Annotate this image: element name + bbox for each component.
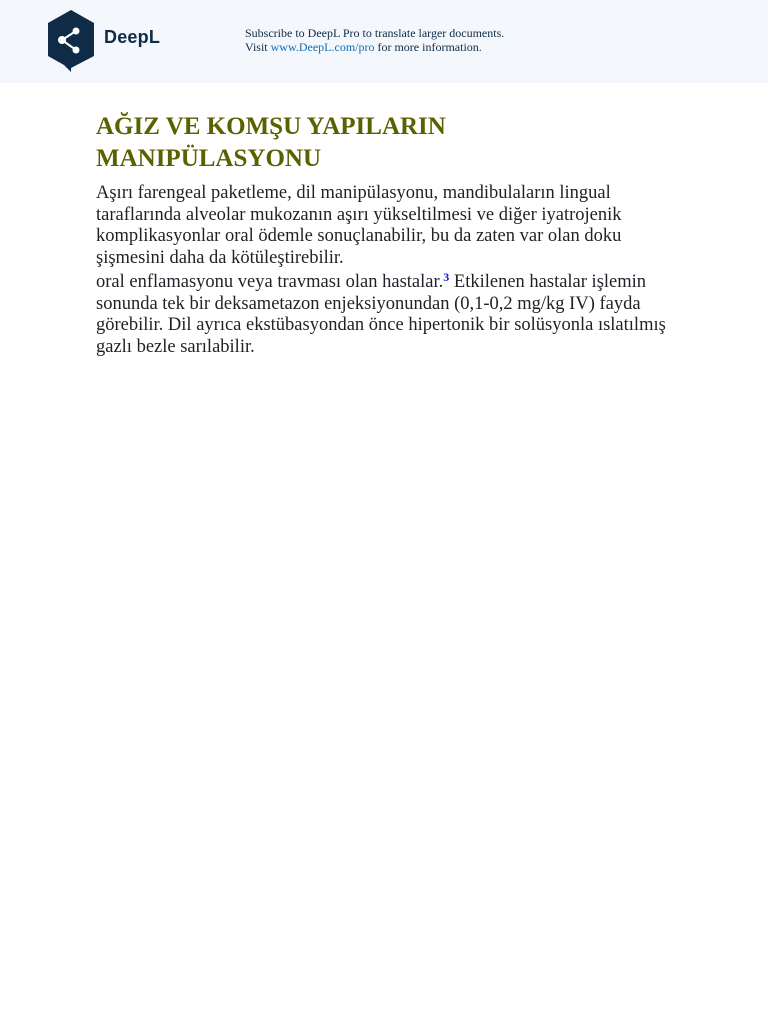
- paragraph-2-start: oral enflamasyonu veya travması olan hastalar.: [96, 272, 444, 292]
- promo-line-2: [245, 40, 504, 54]
- promo-tail-label: for more information.: [377, 40, 482, 54]
- paragraph-2-end: Etkilenen hastalar işlemin sonunda tek bir deksametazon enjeksiyonundan (0,1-0,2 mg/kg IV) fayda görebilir. Dil ayrıca ekstübasyondan önce hipertonik bir solüsyonla ıslatılmış gazlı bezle sarılabilir.: [96, 272, 666, 357]
- section-heading: AĞIZ VE KOMŞU YAPILARIN MANIPÜLASYONU: [96, 113, 446, 172]
- paragraph-2: [96, 272, 676, 358]
- deepl-banner: [0, 0, 768, 83]
- deepl-logo-icon[interactable]: [46, 10, 96, 72]
- promo-text: [245, 26, 504, 54]
- deepl-pro-link[interactable]: www.DeepL.com/pro: [270, 40, 375, 54]
- deepl-brand-name: DeepL: [104, 27, 161, 47]
- reference-link[interactable]: 3: [443, 270, 450, 284]
- promo-line-1: Subscribe to DeepL Pro to translate larger documents.: [245, 26, 505, 40]
- paragraph-1: Aşırı farengeal paketleme, dil manipülasyonu, mandibulaların lingual taraflarında alveolar mukozanın aşırı yükseltilmesi ve diğer iyatrojenik komplikasyonlar oral ödemle sonuçlanabilir, bu da zaten var olan doku şişmesini daha da kötüleştirebilir.: [96, 183, 622, 268]
- promo-visit-label: Visit: [245, 40, 268, 54]
- document-body: [96, 111, 676, 358]
